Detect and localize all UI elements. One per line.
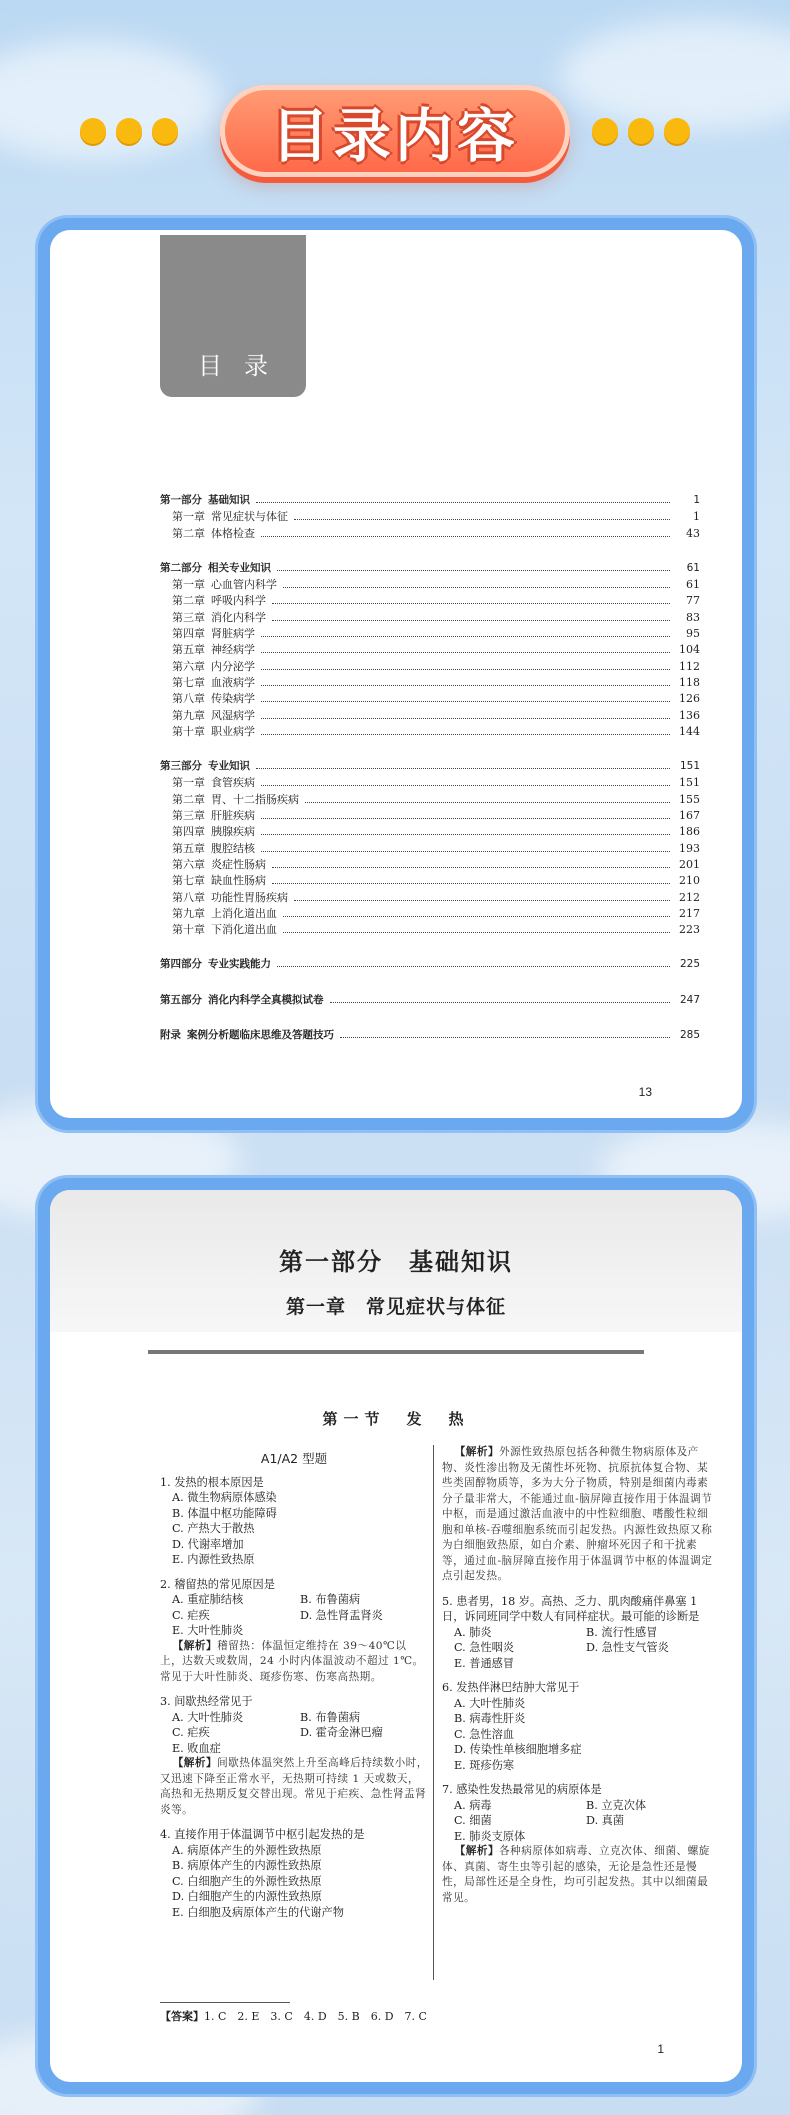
toc-entry-page: 193: [679, 841, 700, 855]
question-block: [160, 1577, 428, 1686]
toc-entry-page: 223: [679, 923, 700, 937]
toc-entry-page: 43: [686, 526, 700, 540]
toc-chapter-entry: [160, 823, 700, 839]
toc-entry-label: 第二章: [172, 526, 205, 540]
analysis-text: [160, 1756, 428, 1818]
question-stem: 5. 患者男，18 岁。高热、乏力、肌肉酸痛伴鼻塞 1 日，诉同班同学中数人有同样症状。最可能的诊断是: [442, 1594, 700, 1623]
option: B. 布鲁菌病: [300, 1593, 361, 1606]
toc-dot-leader: [261, 785, 670, 786]
book-page-frame: [38, 1178, 754, 2094]
toc-entry-page: 151: [679, 760, 700, 773]
analysis-body: 稽留热：体温恒定维持在 39～40℃以上，达数天或数周，24 小时内体温波动不超过 1℃。常见于大叶性肺炎、斑疹伤寒、伤寒高热期。: [160, 1639, 424, 1683]
book-page-number: 1: [657, 2042, 664, 2056]
answers-label: 【答案】: [160, 2010, 204, 2023]
toc-dot-leader: [261, 734, 670, 735]
toc-dot-leader: [261, 652, 670, 653]
toc-entry-page: 1: [693, 510, 700, 524]
option: D. 霍奇金淋巴瘤: [300, 1726, 383, 1739]
option: C. 产热大于散热: [172, 1522, 255, 1535]
toc-entry-page: 144: [679, 724, 700, 738]
toc-chapter-entry: [160, 508, 700, 524]
toc-chapter-entry: [160, 592, 700, 608]
dot: [80, 118, 106, 144]
option: B. 流行性感冒: [586, 1625, 658, 1639]
option: E. 大叶性肺炎: [172, 1624, 244, 1637]
toc-entry-label: 第五章: [172, 643, 205, 657]
toc-entry-title: 食管疾病: [211, 776, 255, 790]
toc-entry-page: 167: [679, 809, 700, 823]
toc-entry-label: 第一章: [172, 776, 205, 790]
toc-chapter-entry: [160, 674, 700, 690]
toc-entry-label: 第七章: [172, 874, 205, 888]
toc-page-frame: [38, 218, 754, 1130]
toc-dot-leader: [261, 669, 670, 670]
toc-entry-title: 炎症性肠病: [211, 857, 266, 871]
header-rule: [148, 1350, 644, 1354]
table-of-contents: [160, 492, 700, 1062]
toc-chapter-entry: [160, 889, 700, 905]
column-divider: [433, 1445, 434, 1980]
toc-part-entry: [160, 560, 700, 576]
toc-entry-label: 第六章: [172, 857, 205, 871]
dot: [664, 118, 690, 144]
toc-entry-title: 缺血性肠病: [211, 874, 266, 888]
toc-entry-label: 附录: [160, 1029, 181, 1042]
toc-entry-page: 95: [686, 627, 700, 641]
option: D. 急性肾盂肾炎: [300, 1608, 383, 1622]
toc-part-entry: [160, 992, 700, 1008]
toc-tab: [160, 235, 306, 397]
toc-group: [160, 560, 700, 739]
toc-entry-title: 呼吸内科学: [211, 594, 266, 608]
option: D. 真菌: [586, 1814, 625, 1827]
option: B. 立克次体: [586, 1798, 647, 1812]
option: A. 微生物病原体感染: [172, 1491, 277, 1504]
toc-entry-title: 肝脏疾病: [211, 809, 255, 823]
option: C. 细菌: [454, 1814, 492, 1827]
option: A. 大叶性肺炎: [172, 1710, 244, 1724]
toc-chapter-entry: [160, 905, 700, 921]
book-page: [50, 1190, 742, 2082]
option: B. 病原体产生的内源性致热原: [172, 1859, 322, 1872]
toc-dot-leader: [340, 1037, 670, 1038]
toc-entry-title: 专业实践能力: [208, 958, 271, 971]
toc-chapter-entry: [160, 707, 700, 723]
question-block: [442, 1594, 718, 1672]
option: B. 布鲁菌病: [300, 1710, 361, 1724]
toc-entry-label: 第四章: [172, 627, 205, 641]
left-column: [160, 1445, 428, 1929]
toc-entry-title: 体格检查: [211, 526, 255, 540]
analysis-label: 【解析】: [172, 1757, 218, 1769]
options-grid: [442, 1625, 718, 1672]
option: B. 体温中枢功能障碍: [172, 1506, 277, 1520]
toc-entry-label: 第二章: [172, 594, 205, 608]
toc-chapter-entry: [160, 723, 700, 739]
toc-entry-page: 217: [679, 906, 700, 920]
toc-chapter-entry: [160, 658, 700, 674]
toc-chapter-entry: [160, 921, 700, 937]
toc-dot-leader: [261, 851, 670, 852]
toc-entry-page: 186: [679, 825, 700, 839]
toc-entry-label: 第一章: [172, 578, 205, 592]
option: C. 急性咽炎: [454, 1641, 515, 1654]
analysis-label: 【解析】: [172, 1639, 218, 1652]
toc-dot-leader: [294, 900, 670, 901]
toc-entry-page: 126: [679, 692, 700, 706]
toc-dot-leader: [272, 883, 670, 884]
banner-title: 目录内容: [270, 102, 519, 170]
question-stem: 1. 发热的根本原因是: [160, 1475, 264, 1489]
question-block: [442, 1445, 718, 1585]
question-block: [160, 1475, 428, 1568]
section-title: 第一节 发 热: [322, 1410, 470, 1428]
toc-dot-leader: [305, 802, 670, 803]
toc-entry-title: 基础知识: [208, 494, 250, 506]
dot: [116, 118, 142, 144]
toc-entry-page: 61: [686, 578, 700, 592]
toc-entry-title: 消化内科学全真模拟试卷: [208, 993, 324, 1006]
toc-chapter-entry: [160, 625, 700, 641]
toc-entry-page: 151: [679, 776, 700, 790]
toc-part-entry: [160, 956, 700, 972]
analysis-label: 【解析】: [454, 1446, 500, 1458]
toc-entry-label: 第五章: [172, 841, 205, 855]
toc-entry-label: 第七章: [172, 675, 205, 689]
toc-entry-label: 第五部分: [160, 993, 202, 1006]
toc-entry-title: 上消化道出血: [211, 906, 277, 920]
toc-entry-label: 第八章: [172, 890, 205, 904]
analysis-body: 各种病原体如病毒、立克次体、细菌、螺旋体、真菌、寄生虫等引起的感染，无论是急性还是慢性，局部性还是全身性，均可引起发热。其中以细菌最常见。: [442, 1845, 710, 1904]
toc-dot-leader: [261, 536, 670, 537]
answers-text: 1. C 2. E 3. C 4. D 5. B 6. D 7. C: [204, 2010, 427, 2023]
toc-entry-label: 第一章: [172, 510, 205, 524]
toc-tab-title: 目录: [198, 352, 290, 380]
toc-entry-label: 第八章: [172, 692, 205, 706]
dot: [592, 118, 618, 144]
toc-entry-page: 77: [686, 594, 700, 608]
toc-dot-leader: [261, 718, 670, 719]
option: D. 传染性单核细胞增多症: [454, 1743, 582, 1756]
toc-dot-leader: [261, 636, 670, 637]
banner: [220, 85, 570, 177]
option: A. 病毒: [454, 1798, 492, 1812]
toc-entry-label: 第三部分: [160, 760, 202, 773]
toc-entry-page: 118: [679, 675, 700, 689]
toc-entry-title: 血液病学: [211, 675, 255, 689]
option: D. 急性支气管炎: [586, 1641, 669, 1654]
option: D. 代谢率增加: [172, 1537, 244, 1551]
option: E. 白细胞及病原体产生的代谢产物: [172, 1905, 344, 1919]
toc-chapter-entry: [160, 525, 700, 541]
toc-entry-page: 155: [679, 792, 700, 806]
toc-entry-label: 第三章: [172, 809, 205, 823]
toc-entry-label: 第十章: [172, 923, 205, 937]
toc-dot-leader: [277, 966, 670, 967]
toc-dot-leader: [283, 587, 670, 588]
toc-entry-page: 285: [679, 1029, 700, 1042]
question-stem: 4. 直接作用于体温调节中枢引起发热的是: [160, 1828, 365, 1841]
question-stem: 3. 间歇热经常见于: [160, 1695, 253, 1708]
toc-entry-page: 201: [679, 857, 700, 871]
answers-line: [160, 2008, 427, 2024]
toc-chapter-entry: [160, 791, 700, 807]
toc-entry-title: 常见症状与体征: [211, 510, 288, 524]
toc-entry-page: 61: [686, 561, 700, 574]
option: A. 肺炎: [454, 1625, 492, 1639]
toc-entry-label: 第四章: [172, 825, 205, 839]
toc-entry-label: 第二章: [172, 792, 205, 806]
toc-dot-leader: [261, 818, 670, 819]
toc-entry-title: 肾脏病学: [211, 627, 255, 641]
analysis-body: 外源性致热原包括各种微生物病原体及产物、炎性渗出物及无菌性坏死物、抗原抗体复合物、某些类固醇物质等，多为大分子物质，特别是细菌内毒素分子量非常大，不能通过血-脑屏障直接作用于体温调节中枢，而是通过激活血液中的中性粒细胞、嗜酸性粒细胞和单核-吞噬细胞系统而引起发热。内源性致热原又称为白细胞致热原，如白介素、肿瘤坏死因子和干扰素等，通过血-脑屏障直接作用于体温调节中枢的体温调定点引起发热。: [442, 1446, 713, 1582]
toc-dot-leader: [277, 570, 670, 571]
option: E. 败血症: [172, 1741, 221, 1755]
question-block: [160, 1827, 428, 1920]
toc-entry-label: 第三章: [172, 610, 205, 624]
toc-group: [160, 1027, 700, 1043]
options-grid: [160, 1592, 428, 1639]
toc-entry-title: 功能性胃肠疾病: [211, 890, 288, 904]
toc-entry-label: 第十章: [172, 724, 205, 738]
question-block: [442, 1680, 718, 1773]
question-block: [442, 1782, 718, 1906]
toc-group: [160, 992, 700, 1008]
option: E. 内源性致热原: [172, 1553, 255, 1566]
toc-entry-label: 第二部分: [160, 561, 202, 574]
toc-entry-page: 83: [686, 610, 700, 624]
option: A. 重症肺结核: [172, 1593, 244, 1606]
toc-part-entry: [160, 758, 700, 774]
toc-part-entry: [160, 1027, 700, 1043]
toc-group: [160, 758, 700, 937]
dot: [628, 118, 654, 144]
option: C. 疟疾: [172, 1608, 210, 1622]
question-stem: 7. 感染性发热最常见的病原体是: [442, 1783, 602, 1796]
toc-part-entry: [160, 492, 700, 508]
option: E. 肺炎支原体: [454, 1829, 526, 1843]
left-dots-decoration: [80, 118, 178, 144]
toc-chapter-entry: [160, 840, 700, 856]
toc-entry-title: 心血管内科学: [211, 578, 277, 592]
toc-chapter-entry: [160, 576, 700, 592]
toc-dot-leader: [294, 519, 670, 520]
toc-chapter-entry: [160, 856, 700, 872]
toc-group: [160, 956, 700, 972]
toc-page: [50, 230, 742, 1118]
answers-rule: [160, 2002, 290, 2003]
toc-page-number: 13: [638, 1085, 652, 1099]
toc-entry-title: 胰腺疾病: [211, 825, 255, 839]
right-column: [442, 1445, 718, 1915]
toc-entry-page: 225: [679, 958, 700, 971]
question-block: [160, 1694, 428, 1818]
toc-chapter-entry: [160, 872, 700, 888]
toc-dot-leader: [261, 685, 670, 686]
toc-entry-title: 案例分析题临床思维及答题技巧: [187, 1029, 334, 1042]
toc-entry-title: 胃、十二指肠疾病: [211, 792, 299, 806]
toc-entry-page: 1: [693, 494, 700, 506]
part-title: 第一部分 基础知识: [279, 1247, 513, 1276]
chapter-title: 第一章 常见症状与体征: [285, 1296, 506, 1318]
toc-chapter-entry: [160, 609, 700, 625]
toc-dot-leader: [261, 701, 670, 702]
toc-entry-title: 传染病学: [211, 692, 255, 706]
options-grid: [442, 1798, 718, 1845]
toc-dot-leader: [272, 867, 670, 868]
toc-entry-label: 第六章: [172, 659, 205, 673]
option: C. 白细胞产生的外源性致热原: [172, 1874, 322, 1888]
analysis-body: 间歇热体温突然上升至高峰后持续数小时，又迅速下降至正常水平，无热期可持续 1 天或数天，高热和无热期反复交替出现。常见于疟疾、急性肾盂肾炎等。: [160, 1757, 428, 1816]
option: E. 斑疹伤寒: [454, 1758, 515, 1772]
toc-dot-leader: [256, 502, 670, 503]
toc-entry-page: 112: [679, 659, 700, 673]
option: C. 疟疾: [172, 1726, 210, 1739]
toc-entry-label: 第四部分: [160, 958, 202, 971]
toc-entry-label: 第九章: [172, 906, 205, 920]
question-type-heading: A1/A2 型题: [260, 1451, 328, 1466]
toc-chapter-entry: [160, 774, 700, 790]
toc-chapter-entry: [160, 690, 700, 706]
toc-entry-page: 212: [679, 890, 700, 904]
toc-entry-title: 内分泌学: [211, 659, 255, 673]
option: E. 普通感冒: [454, 1656, 515, 1670]
dot: [152, 118, 178, 144]
background-cloud: [560, 20, 790, 130]
analysis-text: [160, 1639, 428, 1686]
toc-chapter-entry: [160, 807, 700, 823]
toc-dot-leader: [272, 603, 670, 604]
toc-entry-label: 第九章: [172, 708, 205, 722]
toc-entry-title: 专业知识: [208, 760, 250, 773]
toc-entry-page: 210: [679, 874, 700, 888]
toc-entry-title: 职业病学: [211, 724, 255, 738]
toc-entry-page: 104: [679, 643, 700, 657]
toc-entry-title: 消化内科学: [211, 610, 266, 624]
toc-entry-title: 相关专业知识: [208, 561, 271, 574]
toc-entry-title: 神经病学: [211, 643, 255, 657]
right-dots-decoration: [592, 118, 690, 144]
analysis-text: [442, 1844, 718, 1906]
option: B. 病毒性肝炎: [454, 1712, 526, 1725]
option: D. 白细胞产生的内源性致热原: [172, 1890, 322, 1903]
toc-entry-page: 136: [679, 708, 700, 722]
analysis-label: 【解析】: [454, 1845, 500, 1857]
toc-dot-leader: [261, 834, 670, 835]
toc-entry-title: 腹腔结核: [211, 841, 255, 855]
option: C. 急性溶血: [454, 1727, 515, 1741]
toc-dot-leader: [256, 768, 670, 769]
toc-entry-label: 第一部分: [160, 494, 202, 506]
toc-chapter-entry: [160, 641, 700, 657]
question-stem: 6. 发热伴淋巴结肿大常见于: [442, 1681, 580, 1694]
toc-entry-title: 风湿病学: [211, 708, 255, 722]
toc-dot-leader: [330, 1002, 671, 1003]
toc-entry-title: 下消化道出血: [211, 923, 277, 937]
options-grid: [160, 1710, 428, 1757]
question-stem: 2. 稽留热的常见原因是: [160, 1577, 275, 1591]
option: A. 大叶性肺炎: [454, 1696, 526, 1710]
toc-dot-leader: [283, 916, 670, 917]
analysis-text: [442, 1445, 718, 1585]
toc-dot-leader: [272, 620, 670, 621]
option: A. 病原体产生的外源性致热原: [172, 1843, 322, 1857]
toc-group: [160, 492, 700, 541]
toc-entry-page: 247: [679, 993, 700, 1006]
toc-dot-leader: [283, 932, 670, 933]
